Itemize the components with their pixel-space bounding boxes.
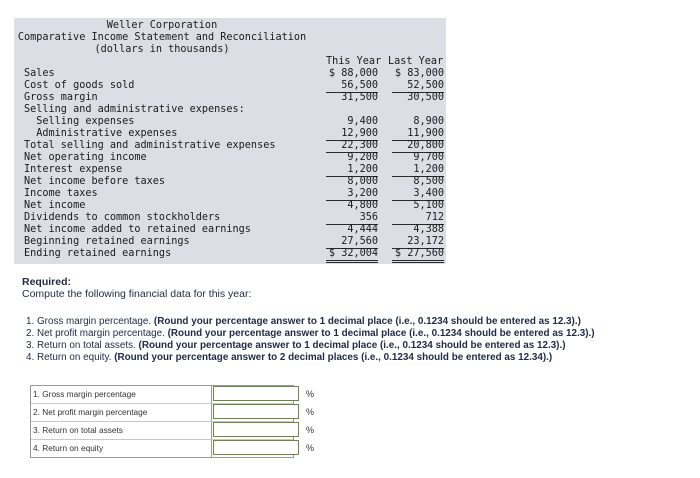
- requirement-text: 3. Return on total assets.: [26, 340, 136, 351]
- row-label-net-operating-income: Net operating income: [24, 152, 147, 163]
- income-statement-panel: [14, 18, 446, 264]
- row-label-sales: Sales: [24, 68, 55, 79]
- double-underline: [392, 260, 444, 261]
- row-label-admin-expenses: Administrative expenses: [24, 128, 178, 139]
- double-underline: [326, 260, 378, 261]
- requirement-item: [26, 340, 700, 351]
- percent-unit: %: [306, 389, 315, 399]
- requirement-instruction: (Round your percentage answer to 1 decimal place (i.e., 0.1234 should be entered as 12.3).): [138, 340, 566, 351]
- ending-retained-last-year: $ 27,560: [394, 248, 444, 259]
- beginning-retained-last-year: 23,172: [407, 236, 444, 247]
- statement-units: (dollars in thousands): [94, 44, 230, 55]
- return-on-total-assets-input[interactable]: [213, 422, 299, 437]
- percent-unit: %: [306, 407, 315, 417]
- net-operating-income-last-year: 9,700: [413, 152, 444, 163]
- answer-label: 4. Return on equity: [33, 443, 104, 453]
- requirement-item: [26, 328, 700, 339]
- requirement-instruction: (Round your percentage answer to 1 decimal place (i.e., 0.1234 should be entered as 12.3).): [153, 316, 581, 327]
- net-income-last-year: 5,100: [413, 200, 444, 211]
- net-income-added-last-year: 4,388: [413, 224, 444, 235]
- column-header-last-year: Last Year: [388, 56, 444, 67]
- column-header-this-year: This Year: [326, 56, 382, 67]
- divider: [211, 422, 212, 439]
- requirement-instruction: (Round your percentage answer to 2 decimal places (i.e., 0.1234 should be entered as 12.34).): [114, 352, 553, 363]
- answer-row: [31, 404, 315, 422]
- requirement-text: 4. Return on equity.: [26, 352, 112, 363]
- net-profit-margin-input[interactable]: [213, 404, 299, 419]
- row-label-selling-expenses: Selling expenses: [24, 116, 135, 127]
- net-operating-income-this-year: 9,200: [347, 152, 378, 163]
- row-label-cogs: Cost of goods sold: [24, 80, 135, 91]
- double-underline: [326, 262, 378, 263]
- selling-expenses-last-year: 8,900: [413, 116, 444, 127]
- row-label-net-income: Net income: [24, 200, 86, 211]
- interest-expense-last-year: 1,200: [413, 164, 444, 175]
- beginning-retained-this-year: 27,560: [341, 236, 378, 247]
- answer-label: 1. Gross margin percentage: [33, 389, 136, 399]
- gross-margin-this-year: 31,500: [341, 92, 378, 103]
- percent-unit: %: [306, 443, 315, 453]
- requirement-item: [26, 316, 700, 327]
- gross-margin-last-year: 30,500: [407, 92, 444, 103]
- answer-label: 2. Net profit margin percentage: [33, 407, 148, 417]
- answer-label: 3. Return on total assets: [33, 425, 123, 435]
- row-label-selling-admin-header: Selling and administrative expenses:: [24, 104, 245, 115]
- row-label-ending-retained: Ending retained earnings: [24, 248, 172, 259]
- net-income-this-year: 4,800: [347, 200, 378, 211]
- divider: [211, 386, 212, 403]
- net-income-before-taxes-this-year: 8,000: [347, 176, 378, 187]
- gross-margin-percentage-input[interactable]: [213, 386, 299, 401]
- statement-title: Comparative Income Statement and Reconciliation: [17, 32, 307, 43]
- required-intro: Compute the following financial data for this year:: [22, 288, 252, 300]
- answer-row: [31, 440, 315, 457]
- double-underline: [392, 262, 444, 263]
- income-taxes-last-year: 3,400: [413, 188, 444, 199]
- row-label-income-taxes: Income taxes: [24, 188, 98, 199]
- ending-retained-this-year: $ 32,004: [328, 248, 378, 259]
- answer-table: [30, 385, 315, 458]
- return-on-equity-input[interactable]: [213, 440, 299, 455]
- cogs-this-year: 56,500: [341, 80, 378, 91]
- sales-this-year: $ 88,000: [328, 68, 378, 79]
- requirement-text: 1. Gross margin percentage.: [26, 316, 152, 327]
- required-heading: Required:: [22, 276, 72, 288]
- net-income-added-this-year: 4,444: [347, 224, 378, 235]
- requirement-instruction: (Round your percentage answer to 1 decimal place (i.e., 0.1234 should be entered as 12.3).): [167, 328, 595, 339]
- admin-expenses-last-year: 11,900: [407, 128, 444, 139]
- row-label-net-income-before-taxes: Net income before taxes: [24, 176, 166, 187]
- selling-expenses-this-year: 9,400: [347, 116, 378, 127]
- row-label-gross-margin: Gross margin: [24, 92, 98, 103]
- row-label-dividends: Dividends to common stockholders: [24, 212, 221, 223]
- answer-row: [31, 422, 315, 440]
- row-label-beginning-retained: Beginning retained earnings: [24, 236, 190, 247]
- total-selling-admin-this-year: 22,300: [341, 140, 378, 151]
- divider: [211, 440, 212, 457]
- interest-expense-this-year: 1,200: [347, 164, 378, 175]
- dividends-this-year: 356: [359, 212, 378, 223]
- percent-unit: %: [306, 425, 315, 435]
- row-label-total-selling-admin: Total selling and administrative expenses: [24, 140, 276, 151]
- requirement-text: 2. Net profit margin percentage.: [26, 328, 165, 339]
- row-label-net-income-added: Net income added to retained earnings: [24, 224, 251, 235]
- total-selling-admin-last-year: 20,800: [407, 140, 444, 151]
- requirement-item: [26, 352, 700, 363]
- income-taxes-this-year: 3,200: [347, 188, 378, 199]
- cogs-last-year: 52,500: [407, 80, 444, 91]
- answer-row: [31, 386, 315, 404]
- sales-last-year: $ 83,000: [394, 68, 444, 79]
- net-income-before-taxes-last-year: 8,500: [413, 176, 444, 187]
- divider: [211, 404, 212, 421]
- admin-expenses-this-year: 12,900: [341, 128, 378, 139]
- dividends-last-year: 712: [425, 212, 444, 223]
- company-name: Weller Corporation: [106, 20, 218, 31]
- row-label-interest-expense: Interest expense: [24, 164, 123, 175]
